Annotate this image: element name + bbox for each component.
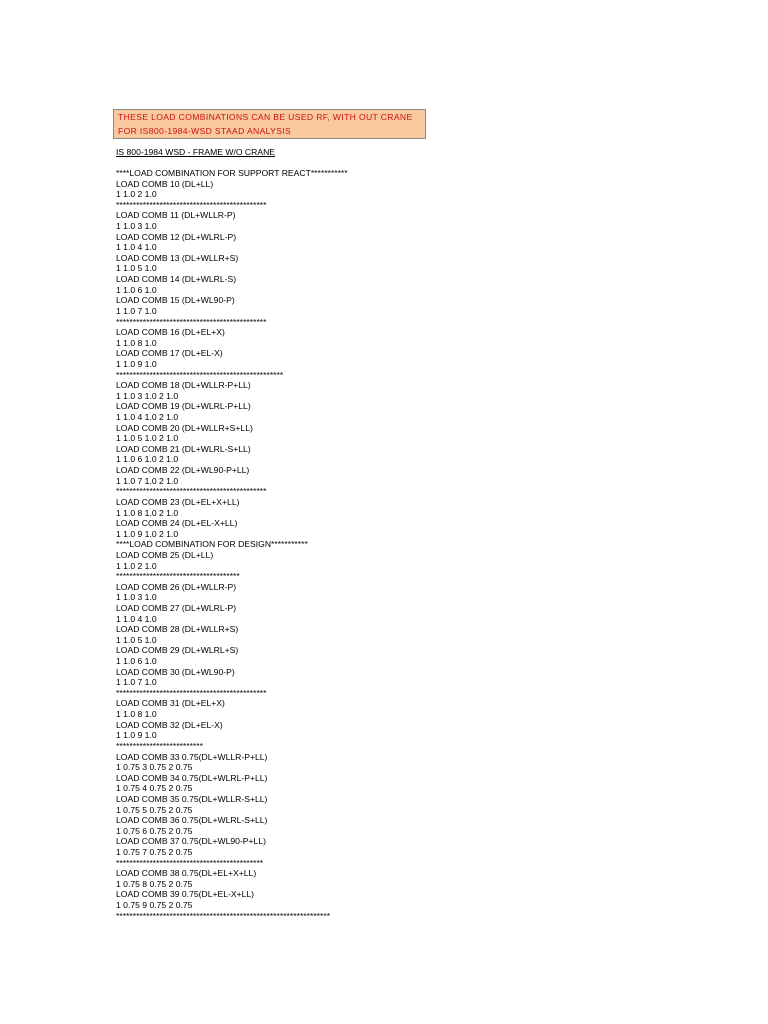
- text-line: LOAD COMB 13 (DL+WLLR+S): [116, 252, 239, 263]
- text-line: **************************************************: [116, 369, 284, 380]
- text-line: LOAD COMB 36 0.75(DL+WLRL-S+LL): [116, 815, 268, 826]
- text-line: 1 1.0 2 1.0: [116, 189, 157, 200]
- text-line: 1 1.0 8 1.0: [116, 337, 157, 348]
- text-line: 1 1.0 7 1.0 2 1.0: [116, 475, 179, 486]
- text-line: 1 1.0 4 1.0 2 1.0: [116, 412, 179, 423]
- text-line: 1 1.0 9 1.0: [116, 730, 157, 741]
- text-line: LOAD COMB 10 (DL+LL): [116, 178, 214, 189]
- text-line: LOAD COMB 24 (DL+EL-X+LL): [116, 518, 238, 529]
- text-line: 1 1.0 5 1.0: [116, 263, 157, 274]
- text-line: 1 1.0 3 1.0 2 1.0: [116, 390, 179, 401]
- text-line: ****LOAD COMBINATION FOR SUPPORT REACT***********: [116, 168, 348, 178]
- text-line: LOAD COMB 33 0.75(DL+WLLR-P+LL): [116, 751, 268, 762]
- text-line: LOAD COMB 15 (DL+WL90-P): [116, 295, 235, 306]
- text-line: *********************************************: [116, 486, 267, 497]
- text-line: LOAD COMB 18 (DL+WLLR-P+LL): [116, 380, 251, 391]
- text-line: 1 0.75 3 0.75 2 0.75: [116, 762, 193, 773]
- text-line: ****LOAD COMBINATION FOR DESIGN***********: [116, 539, 308, 550]
- section-subtitle: IS 800-1984 WSD - FRAME W/O CRANE: [116, 147, 276, 157]
- text-line: 1 1.0 9 1.0 2 1.0: [116, 528, 179, 539]
- text-line: 1 1.0 9 1.0: [116, 358, 157, 369]
- text-line: 1 1.0 3 1.0: [116, 592, 157, 603]
- load-combination-list: [116, 168, 348, 921]
- text-line: LOAD COMB 28 (DL+WLLR+S): [116, 624, 239, 635]
- text-line: LOAD COMB 35 0.75(DL+WLLR-S+LL): [116, 793, 268, 804]
- text-line: LOAD COMB 23 (DL+EL+X+LL): [116, 496, 240, 507]
- text-line: *********************************************: [116, 199, 267, 210]
- text-line: LOAD COMB 34 0.75(DL+WLRL-P+LL): [116, 772, 268, 783]
- text-line: LOAD COMB 31 (DL+EL+X): [116, 698, 225, 709]
- text-line: LOAD COMB 38 0.75(DL+EL+X+LL): [116, 868, 257, 879]
- text-line: 1 1.0 6 1.0: [116, 656, 157, 667]
- text-line: LOAD COMB 25 (DL+LL): [116, 549, 214, 560]
- text-line: LOAD COMB 20 (DL+WLLR+S+LL): [116, 422, 253, 433]
- text-line: 1 0.75 7 0.75 2 0.75: [116, 847, 193, 857]
- text-line: 1 1.0 5 1.0 2 1.0: [116, 433, 179, 444]
- text-line: LOAD COMB 22 (DL+WL90-P+LL): [116, 465, 250, 476]
- text-line: LOAD COMB 37 0.75(DL+WL90-P+LL): [116, 836, 266, 847]
- text-line: **************************: [116, 740, 203, 751]
- text-line: LOAD COMB 39 0.75(DL+EL-X+LL): [116, 889, 255, 900]
- text-line: LOAD COMB 26 (DL+WLLR-P): [116, 581, 237, 592]
- text-line: LOAD COMB 14 (DL+WLRL-S): [116, 274, 237, 285]
- text-line: LOAD COMB 29 (DL+WLRL+S): [116, 645, 239, 656]
- text-line: 1 1.0 2 1.0: [116, 560, 157, 571]
- text-line: LOAD COMB 32 (DL+EL-X): [116, 719, 223, 730]
- text-line: LOAD COMB 21 (DL+WLRL-S+LL): [116, 443, 251, 454]
- header-banner: [113, 109, 426, 139]
- text-line: LOAD COMB 19 (DL+WLRL-P+LL): [116, 401, 251, 412]
- text-line: 1 0.75 5 0.75 2 0.75: [116, 804, 193, 815]
- text-line: *************************************: [116, 571, 240, 582]
- text-line: 1 1.0 7 1.0: [116, 677, 157, 688]
- text-line: LOAD COMB 30 (DL+WL90-P): [116, 666, 235, 677]
- text-line: LOAD COMB 11 (DL+WLLR-P): [116, 210, 236, 221]
- text-line: 1 0.75 4 0.75 2 0.75: [116, 783, 193, 794]
- text-line: ****************************************************************: [116, 910, 331, 921]
- header-line-1: THESE LOAD COMBINATIONS CAN BE USED RF, WITH OUT CRANE: [118, 112, 413, 122]
- text-line: 1 1.0 6 1.0 2 1.0: [116, 454, 179, 465]
- text-line: 1 1.0 5 1.0: [116, 634, 157, 645]
- text-line: 1 1.0 4 1.0: [116, 242, 157, 253]
- text-line: LOAD COMB 17 (DL+EL-X): [116, 348, 223, 359]
- text-line: LOAD COMB 16 (DL+EL+X): [116, 327, 225, 338]
- header-line-2: FOR IS800-1984-WSD STAAD ANALYSIS: [118, 126, 292, 136]
- text-line: 1 1.0 3 1.0: [116, 221, 157, 232]
- text-line: ********************************************: [116, 857, 264, 868]
- text-line: 1 0.75 8 0.75 2 0.75: [116, 878, 193, 889]
- text-line: LOAD COMB 27 (DL+WLRL-P): [116, 602, 237, 613]
- text-line: LOAD COMB 12 (DL+WLRL-P): [116, 231, 237, 242]
- text-line: 1 0.75 6 0.75 2 0.75: [116, 825, 193, 836]
- text-line: 1 1.0 4 1.0: [116, 613, 157, 624]
- text-line: *********************************************: [116, 316, 267, 327]
- text-line: 1 1.0 6 1.0: [116, 284, 157, 295]
- text-line: 1 0.75 9 0.75 2 0.75: [116, 900, 193, 911]
- text-line: 1 1.0 8 1.0: [116, 709, 157, 720]
- text-line: 1 1.0 7 1.0: [116, 305, 157, 316]
- text-line: *********************************************: [116, 687, 267, 698]
- text-line: 1 1.0 8 1.0 2 1.0: [116, 507, 179, 518]
